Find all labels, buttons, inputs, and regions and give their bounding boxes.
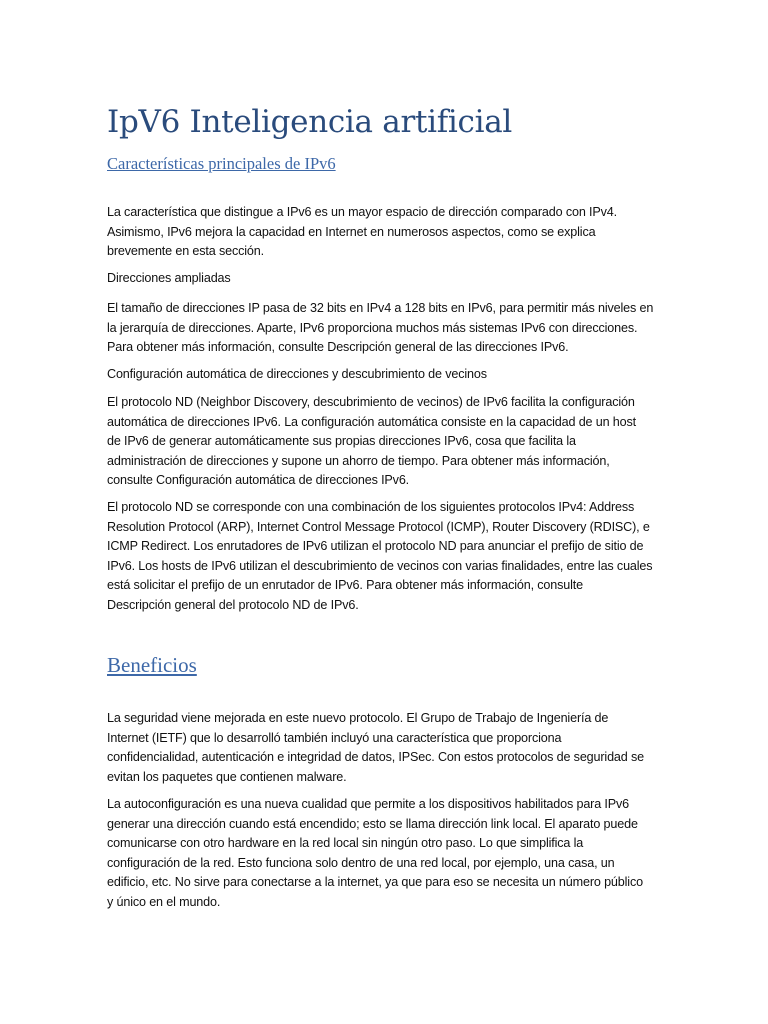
- text-line: consulte Configuración automática de direcciones IPv6.: [107, 473, 410, 487]
- text-line: administración de direcciones y supone un ahorro de tiempo. Para obtener más información,: [107, 453, 610, 468]
- text-line: La autoconfiguración es una nueva cualidad que permite a los dispositivos habilitados para IPv6: [107, 797, 630, 811]
- text-line: Asimismo, IPv6 mejora la capacidad en Internet en numerosos aspectos, como se explica: [107, 224, 596, 239]
- text-line: Configuración automática de direcciones y descubrimiento de vecinos: [107, 367, 487, 381]
- text-line: El protocolo ND se corresponde con una combinación de los siguientes protocolos IPv4: Address: [107, 500, 635, 514]
- paragraph-direcciones-ampliadas-label: [107, 269, 662, 289]
- text-line: Descripción general del protocolo ND de IPv6.: [107, 597, 359, 612]
- text-line: IPv6. Los hosts de IPv6 utilizan el descubrimiento de vecinos con varias finalidades, entre las cuales: [107, 558, 653, 573]
- text-line: ICMP Redirect. Los enrutadores de IPv6 utilizan el protocolo ND para anunciar el prefijo de sitio de: [107, 539, 644, 553]
- text-line: edificio, etc. No sirve para conectarse a la internet, ya que para eso se necesita un número público: [107, 875, 643, 889]
- text-line: brevemente en esta sección.: [107, 244, 264, 258]
- text-line: automática de direcciones IPv6. La configuración automática consiste en la capacidad de un host: [107, 414, 637, 429]
- paragraph-autoconfiguracion: [107, 795, 662, 912]
- text-line: Internet (IETF) que lo desarrolló también incluyó una característica que proporciona: [107, 730, 562, 745]
- section-heading-caracteristicas: Características principales de IPv6: [107, 154, 336, 173]
- text-line: confidencialidad, autenticación e integridad de datos, IPSec. Con estos protocolos de seguridad se: [107, 750, 644, 764]
- text-line: está solicitar el prefijo de un enrutador de IPv6. Para obtener más información, consulte: [107, 578, 583, 592]
- text-line: y único en el mundo.: [107, 894, 221, 909]
- text-line: Resolution Protocol (ARP), Internet Control Message Protocol (ICMP), Router Discovery (RDISC), e: [107, 519, 650, 534]
- text-line: El tamaño de direcciones IP pasa de 32 bits en IPv4 a 128 bits en IPv6, para permitir más niveles en: [107, 301, 654, 315]
- text-line: Direcciones ampliadas: [107, 271, 231, 285]
- paragraph-intro: [107, 203, 662, 262]
- document-title: IpV6 Inteligencia artificial: [107, 104, 512, 140]
- text-line: Para obtener más información, consulte Descripción general de las direcciones IPv6.: [107, 340, 569, 354]
- text-line: de IPv6 de generar automáticamente sus propias direcciones IPv6, cosa que facilita la: [107, 434, 576, 448]
- paragraph-protocolo-nd-combinacion: [107, 498, 662, 615]
- paragraph-protocolo-nd: [107, 393, 662, 491]
- paragraph-direcciones-ampliadas: [107, 299, 662, 358]
- paragraph-configuracion-label: [107, 365, 662, 385]
- text-line: El protocolo ND (Neighbor Discovery, descubrimiento de vecinos) de IPv6 facilita la configuración: [107, 395, 635, 409]
- text-line: configuración de la red. Esto funciona solo dentro de una red local, por ejemplo, una casa, un: [107, 855, 615, 870]
- text-line: comunicarse con otro hardware en la red local sin ningún otro paso. Lo que simplifica la: [107, 836, 584, 850]
- text-line: evitan los paquetes que contienen malware.: [107, 769, 347, 784]
- text-line: La característica que distingue a IPv6 es un mayor espacio de dirección comparado con IPv4.: [107, 205, 617, 219]
- text-line: la jerarquía de direcciones. Aparte, IPv6 proporciona muchos más sistemas IPv6 con direcciones.: [107, 320, 638, 335]
- text-line: La seguridad viene mejorada en este nuevo protocolo. El Grupo de Trabajo de Ingeniería de: [107, 711, 609, 725]
- text-line: generar una dirección cuando está encendido; esto se llama dirección link local. El aparato puede: [107, 816, 638, 831]
- section-heading-beneficios: Beneficios: [107, 653, 197, 677]
- paragraph-seguridad: [107, 709, 662, 787]
